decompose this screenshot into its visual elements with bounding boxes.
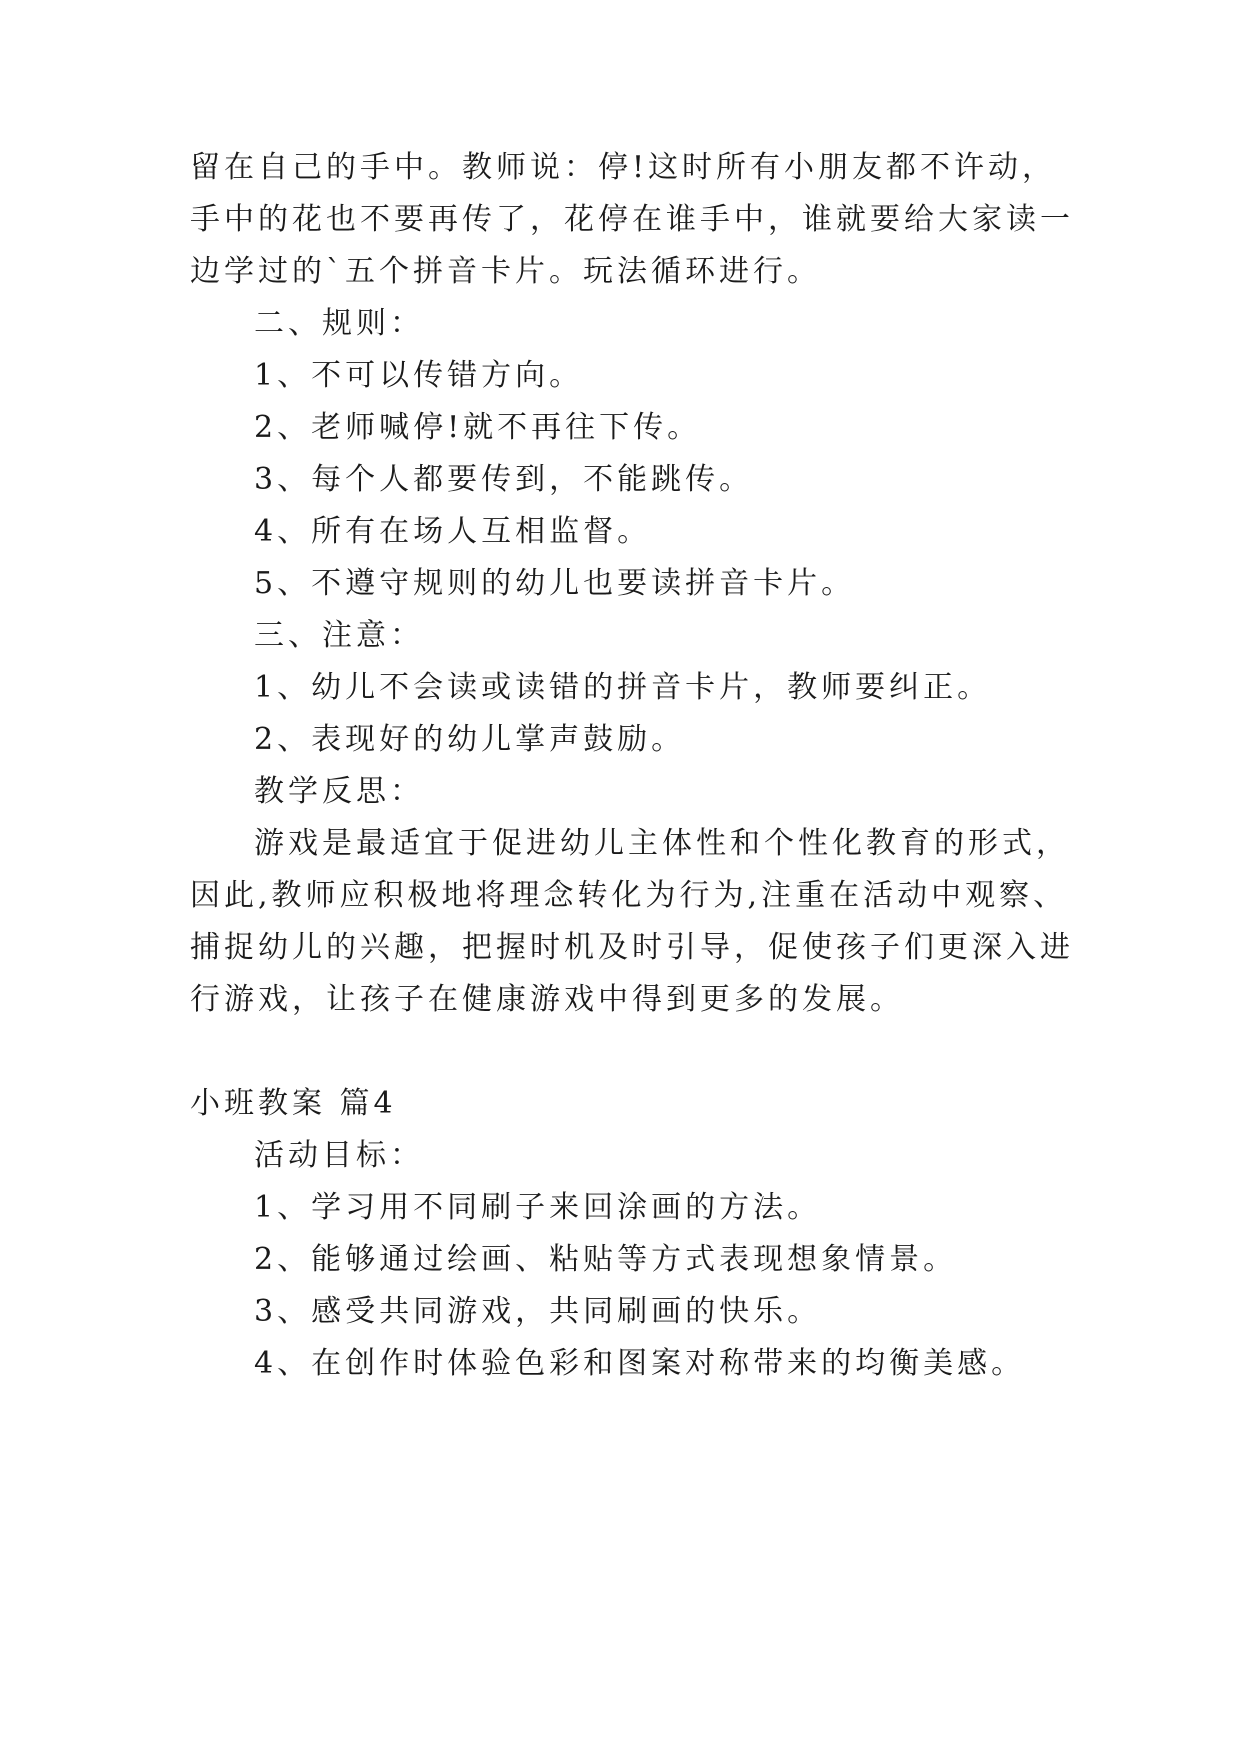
goal-item: 3、感受共同游戏，共同刷画的快乐。 xyxy=(254,1294,822,1329)
goal-item: 4、在创作时体验色彩和图案对称带来的均衡美感。 xyxy=(254,1346,1026,1381)
reflection-heading: 教学反思： xyxy=(254,774,424,809)
reflection-line: 捕捉幼儿的兴趣，把握时机及时引导，促使孩子们更深入进 xyxy=(190,930,1074,965)
paragraph-line: 手中的花也不要再传了，花停在谁手中，谁就要给大家读一 xyxy=(190,202,1074,237)
notes-heading: 三、注意： xyxy=(254,618,424,653)
goal-item: 2、能够通过绘画、粘贴等方式表现想象情景。 xyxy=(254,1242,958,1277)
reflection-line: 行游戏，让孩子在健康游戏中得到更多的发展。 xyxy=(190,982,904,1017)
goals-heading: 活动目标： xyxy=(254,1138,424,1173)
rules-heading: 二、规则： xyxy=(254,306,424,341)
section-title: 小班教案 篇4 xyxy=(190,1086,397,1121)
paragraph-line: 留在自己的手中。教师说：停!这时所有小朋友都不许动， xyxy=(190,150,1057,185)
rule-item: 2、老师喊停!就不再往下传。 xyxy=(254,410,702,445)
rule-item: 4、所有在场人互相监督。 xyxy=(254,514,652,549)
reflection-line: 因此,教师应积极地将理念转化为行为,注重在活动中观察、 xyxy=(190,878,1068,913)
rule-item: 1、不可以传错方向。 xyxy=(254,358,584,393)
note-item: 1、幼儿不会读或读错的拼音卡片，教师要纠正。 xyxy=(254,670,992,705)
goal-item: 1、学习用不同刷子来回涂画的方法。 xyxy=(254,1190,822,1225)
rule-item: 5、不遵守规则的幼儿也要读拼音卡片。 xyxy=(254,566,856,601)
rule-item: 3、每个人都要传到，不能跳传。 xyxy=(254,462,754,497)
paragraph-line: 边学过的`五个拼音卡片。玩法循环进行。 xyxy=(190,254,821,289)
reflection-line: 游戏是最适宜于促进幼儿主体性和个性化教育的形式， xyxy=(254,826,1070,861)
note-item: 2、表现好的幼儿掌声鼓励。 xyxy=(254,722,686,757)
